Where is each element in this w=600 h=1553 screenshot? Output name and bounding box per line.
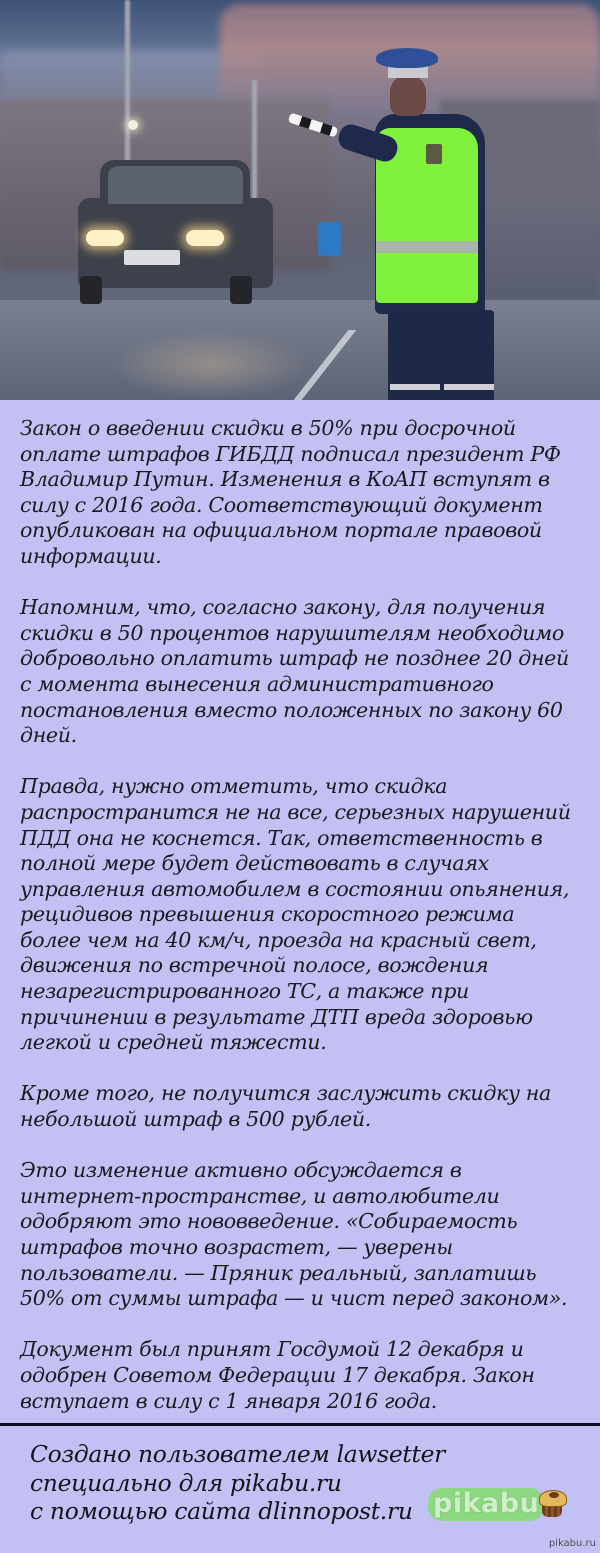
credit-line-author: Создано пользователем lawsetter <box>30 1440 446 1468</box>
article-paragraph: Закон о введении скидки в 50% при досрочной оплате штрафов ГИБДД подписал президент РФ Владимир Путин. Изменения в КоАП вступят в силу с 2016 года. Соответствующий документ опубликован на официальном портале правовой информации. <box>20 416 561 568</box>
pikabu-watermark: pikabu.ru <box>548 1538 596 1549</box>
header-photo <box>0 0 600 400</box>
article-paragraph: Напомним, что, согласно закону, для получения скидки в 50 процентов нарушителям необходимо добровольно оплатить штраф не позднее 20 дней с момента вынесения административного постановления вместо положенных по закону 60 дней. <box>20 595 569 748</box>
article-paragraph: Правда, нужно отметить, что скидка распространится не на все, серьезных нарушений ПДД она не коснется. Так, ответственность в полной мере будет действовать в случаях управления автомобилем в состоянии опьянения, рецидивов превышения скоростного режима более чем на 40 км/ч, проезда на красный свет, движения по встречной полосе, вождения незарегистрированного ТС, а также при причинении в результате ДТП вреда здоровью легкой и средней тяжести. <box>20 774 571 1055</box>
credit-line-tool: с помощью сайта dlinnopost.ru <box>30 1497 413 1525</box>
photo-car <box>78 158 273 303</box>
credit-line-site: специально для pikabu.ru <box>30 1468 342 1497</box>
pikabu-logo-text: pikabu <box>428 1488 544 1521</box>
photo-lamp-pole <box>125 0 130 180</box>
article-paragraph: Это изменение активно обсуждается в интернет-пространстве, и автолюбители одобряют это нововведение. «Собираемость штрафов точно возрастет, — уверены пользователи. — Пряник реальный, заплатишь 50% от суммы штрафа — и чист перед законом». <box>20 1158 568 1311</box>
article-body <box>0 400 600 1414</box>
photo-police-officer <box>340 48 510 400</box>
muffin-icon <box>538 1490 566 1518</box>
photo-road-sign <box>318 222 341 256</box>
photo-headlight-glow <box>110 330 310 400</box>
article-paragraph: Документ был принят Госдумой 12 декабря и одобрен Советом Федерации 17 декабря. Закон вступает в силу с 1 января 2016 года. <box>20 1337 535 1413</box>
photo-street-lamp <box>128 120 138 130</box>
article-paragraph: Кроме того, не получится заслужить скидку на небольшой штраф в 500 рублей. <box>20 1081 551 1132</box>
credits-text <box>30 1440 445 1526</box>
pikabu-logo[interactable] <box>428 1488 566 1520</box>
footer-credits <box>0 1426 600 1553</box>
